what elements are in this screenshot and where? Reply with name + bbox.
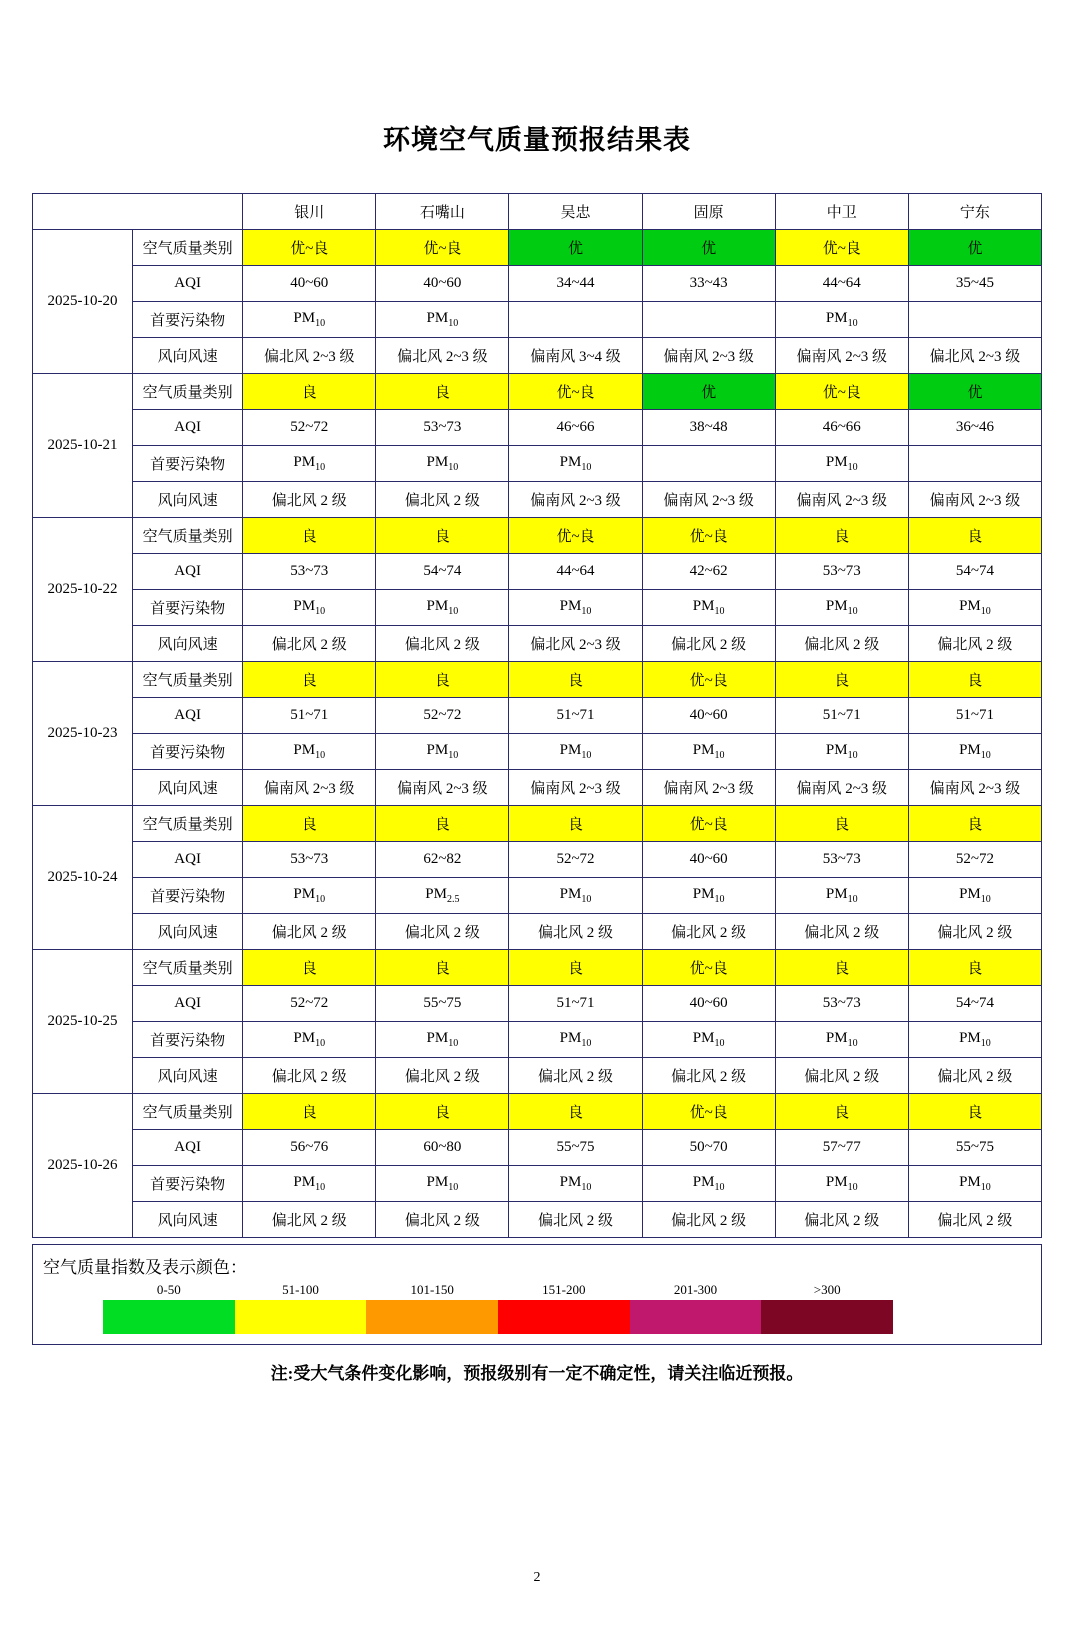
cell-pollutant-5-4: $PM_{10}$ bbox=[775, 1022, 908, 1058]
aqi-legend bbox=[32, 1244, 1042, 1345]
cell-wind-4-0: 偏北风 2 级 bbox=[243, 914, 376, 950]
table-row bbox=[33, 590, 1042, 626]
cell-aqi-4-5: 52~72 bbox=[908, 842, 1041, 878]
cell-category-0-0: 优~良 bbox=[243, 230, 376, 266]
cell-aqi-6-5: 55~75 bbox=[908, 1130, 1041, 1166]
cell-pollutant-0-5 bbox=[908, 302, 1041, 338]
legend-color-bar bbox=[103, 1300, 893, 1334]
table-row bbox=[33, 518, 1042, 554]
cell-aqi-0-5: 35~45 bbox=[908, 266, 1041, 302]
row-field-label-pollutant: 首要污染物 bbox=[133, 590, 243, 626]
cell-aqi-0-4: 44~64 bbox=[775, 266, 908, 302]
cell-category-4-3: 优~良 bbox=[642, 806, 775, 842]
cell-aqi-6-4: 57~77 bbox=[775, 1130, 908, 1166]
row-field-label-aqi: AQI bbox=[133, 410, 243, 446]
cell-aqi-6-2: 55~75 bbox=[509, 1130, 642, 1166]
table-row bbox=[33, 266, 1042, 302]
cell-pollutant-1-1: $PM_{10}$ bbox=[376, 446, 509, 482]
legend-swatch-3 bbox=[498, 1300, 630, 1334]
cell-wind-2-2: 偏北风 2~3 级 bbox=[509, 626, 642, 662]
cell-pollutant-1-2: $PM_{10}$ bbox=[509, 446, 642, 482]
cell-wind-6-3: 偏北风 2 级 bbox=[642, 1202, 775, 1238]
cell-pollutant-1-4: $PM_{10}$ bbox=[775, 446, 908, 482]
column-header-city-4: 中卫 bbox=[775, 194, 908, 230]
cell-category-3-0: 良 bbox=[243, 662, 376, 698]
cell-category-0-2: 优 bbox=[509, 230, 642, 266]
cell-category-1-1: 良 bbox=[376, 374, 509, 410]
row-field-label-aqi: AQI bbox=[133, 1130, 243, 1166]
table-row bbox=[33, 806, 1042, 842]
cell-category-3-1: 良 bbox=[376, 662, 509, 698]
cell-pollutant-2-5: $PM_{10}$ bbox=[908, 590, 1041, 626]
forecast-note: 注:受大气条件变化影响，预报级别有一定不确定性，请关注临近预报。 bbox=[270, 1364, 804, 1383]
cell-category-2-1: 良 bbox=[376, 518, 509, 554]
cell-category-1-5: 优 bbox=[908, 374, 1041, 410]
cell-aqi-1-3: 38~48 bbox=[642, 410, 775, 446]
cell-aqi-1-5: 36~46 bbox=[908, 410, 1041, 446]
cell-wind-2-3: 偏北风 2 级 bbox=[642, 626, 775, 662]
cell-category-0-4: 优~良 bbox=[775, 230, 908, 266]
cell-wind-3-0: 偏南风 2~3 级 bbox=[243, 770, 376, 806]
cell-pollutant-5-2: $PM_{10}$ bbox=[509, 1022, 642, 1058]
cell-pollutant-6-2: $PM_{10}$ bbox=[509, 1166, 642, 1202]
cell-wind-0-4: 偏南风 2~3 级 bbox=[775, 338, 908, 374]
column-header-city-2: 吴忠 bbox=[509, 194, 642, 230]
cell-wind-3-2: 偏南风 2~3 级 bbox=[509, 770, 642, 806]
cell-wind-2-1: 偏北风 2 级 bbox=[376, 626, 509, 662]
legend-range-5: >300 bbox=[813, 1282, 841, 1297]
row-field-label-category: 空气质量类别 bbox=[133, 374, 243, 410]
cell-pollutant-5-0: $PM_{10}$ bbox=[243, 1022, 376, 1058]
table-row bbox=[33, 374, 1042, 410]
cell-category-4-1: 良 bbox=[376, 806, 509, 842]
legend-range-1: 51-100 bbox=[282, 1282, 319, 1297]
cell-category-0-1: 优~良 bbox=[376, 230, 509, 266]
row-field-label-category: 空气质量类别 bbox=[133, 806, 243, 842]
legend-range-2: 101-150 bbox=[410, 1282, 454, 1297]
table-row bbox=[33, 842, 1042, 878]
cell-category-5-3: 优~良 bbox=[642, 950, 775, 986]
cell-wind-0-5: 偏北风 2~3 级 bbox=[908, 338, 1041, 374]
row-field-label-pollutant: 首要污染物 bbox=[133, 734, 243, 770]
cell-category-4-4: 良 bbox=[775, 806, 908, 842]
cell-aqi-0-1: 40~60 bbox=[376, 266, 509, 302]
row-field-label-wind: 风向风速 bbox=[133, 1058, 243, 1094]
table-row bbox=[33, 482, 1042, 518]
cell-wind-5-4: 偏北风 2 级 bbox=[775, 1058, 908, 1094]
cell-aqi-2-5: 54~74 bbox=[908, 554, 1041, 590]
cell-pollutant-6-5: $PM_{10}$ bbox=[908, 1166, 1041, 1202]
row-field-label-wind: 风向风速 bbox=[133, 770, 243, 806]
table-row bbox=[33, 698, 1042, 734]
cell-aqi-3-4: 51~71 bbox=[775, 698, 908, 734]
cell-pollutant-2-0: $PM_{10}$ bbox=[243, 590, 376, 626]
cell-pollutant-0-2 bbox=[509, 302, 642, 338]
air-quality-forecast-table bbox=[32, 193, 1042, 1238]
cell-pollutant-1-0: $PM_{10}$ bbox=[243, 446, 376, 482]
cell-pollutant-5-5: $PM_{10}$ bbox=[908, 1022, 1041, 1058]
cell-pollutant-2-3: $PM_{10}$ bbox=[642, 590, 775, 626]
table-row bbox=[33, 914, 1042, 950]
cell-aqi-4-0: 53~73 bbox=[243, 842, 376, 878]
cell-pollutant-3-5: $PM_{10}$ bbox=[908, 734, 1041, 770]
cell-wind-0-1: 偏北风 2~3 级 bbox=[376, 338, 509, 374]
cell-wind-6-2: 偏北风 2 级 bbox=[509, 1202, 642, 1238]
cell-aqi-3-5: 51~71 bbox=[908, 698, 1041, 734]
cell-wind-1-2: 偏南风 2~3 级 bbox=[509, 482, 642, 518]
cell-pollutant-5-1: $PM_{10}$ bbox=[376, 1022, 509, 1058]
cell-wind-1-3: 偏南风 2~3 级 bbox=[642, 482, 775, 518]
cell-aqi-5-4: 53~73 bbox=[775, 986, 908, 1022]
table-corner-cell bbox=[33, 194, 243, 230]
row-date-4: 2025-10-24 bbox=[33, 806, 133, 950]
column-header-city-1: 石嘴山 bbox=[376, 194, 509, 230]
cell-wind-4-2: 偏北风 2 级 bbox=[509, 914, 642, 950]
cell-aqi-1-0: 52~72 bbox=[243, 410, 376, 446]
row-date-2: 2025-10-22 bbox=[33, 518, 133, 662]
cell-pollutant-0-3 bbox=[642, 302, 775, 338]
cell-pollutant-3-2: $PM_{10}$ bbox=[509, 734, 642, 770]
row-field-label-pollutant: 首要污染物 bbox=[133, 446, 243, 482]
table-row bbox=[33, 734, 1042, 770]
cell-wind-3-1: 偏南风 2~3 级 bbox=[376, 770, 509, 806]
cell-aqi-5-0: 52~72 bbox=[243, 986, 376, 1022]
cell-wind-0-3: 偏南风 2~3 级 bbox=[642, 338, 775, 374]
cell-pollutant-1-5 bbox=[908, 446, 1041, 482]
row-date-0: 2025-10-20 bbox=[33, 230, 133, 374]
cell-pollutant-6-1: $PM_{10}$ bbox=[376, 1166, 509, 1202]
cell-wind-4-1: 偏北风 2 级 bbox=[376, 914, 509, 950]
row-date-6: 2025-10-26 bbox=[33, 1094, 133, 1238]
cell-wind-2-0: 偏北风 2 级 bbox=[243, 626, 376, 662]
cell-aqi-5-3: 40~60 bbox=[642, 986, 775, 1022]
legend-swatch-5 bbox=[761, 1300, 893, 1334]
cell-wind-3-4: 偏南风 2~3 级 bbox=[775, 770, 908, 806]
cell-wind-1-4: 偏南风 2~3 级 bbox=[775, 482, 908, 518]
cell-category-2-4: 良 bbox=[775, 518, 908, 554]
row-field-label-category: 空气质量类别 bbox=[133, 662, 243, 698]
legend-range-labels bbox=[103, 1282, 893, 1298]
column-header-city-3: 固原 bbox=[642, 194, 775, 230]
cell-wind-6-5: 偏北风 2 级 bbox=[908, 1202, 1041, 1238]
cell-wind-1-0: 偏北风 2 级 bbox=[243, 482, 376, 518]
row-date-5: 2025-10-25 bbox=[33, 950, 133, 1094]
cell-pollutant-6-3: $PM_{10}$ bbox=[642, 1166, 775, 1202]
legend-range-0: 0-50 bbox=[156, 1282, 181, 1297]
cell-pollutant-1-3 bbox=[642, 446, 775, 482]
cell-wind-2-5: 偏北风 2 级 bbox=[908, 626, 1041, 662]
cell-pollutant-0-4: $PM_{10}$ bbox=[775, 302, 908, 338]
cell-pollutant-4-4: $PM_{10}$ bbox=[775, 878, 908, 914]
cell-category-1-3: 优 bbox=[642, 374, 775, 410]
cell-wind-3-3: 偏南风 2~3 级 bbox=[642, 770, 775, 806]
cell-pollutant-2-2: $PM_{10}$ bbox=[509, 590, 642, 626]
cell-aqi-5-5: 54~74 bbox=[908, 986, 1041, 1022]
column-header-city-5: 宁东 bbox=[908, 194, 1041, 230]
cell-wind-5-0: 偏北风 2 级 bbox=[243, 1058, 376, 1094]
row-field-label-pollutant: 首要污染物 bbox=[133, 1166, 243, 1202]
cell-aqi-6-1: 60~80 bbox=[376, 1130, 509, 1166]
cell-aqi-2-3: 42~62 bbox=[642, 554, 775, 590]
cell-pollutant-4-3: $PM_{10}$ bbox=[642, 878, 775, 914]
page-title: 环境空气质量预报结果表 bbox=[383, 125, 691, 155]
cell-category-5-2: 良 bbox=[509, 950, 642, 986]
cell-pollutant-2-1: $PM_{10}$ bbox=[376, 590, 509, 626]
row-field-label-wind: 风向风速 bbox=[133, 914, 243, 950]
cell-wind-0-2: 偏南风 3~4 级 bbox=[509, 338, 642, 374]
table-row bbox=[33, 1022, 1042, 1058]
cell-aqi-2-2: 44~64 bbox=[509, 554, 642, 590]
cell-wind-5-2: 偏北风 2 级 bbox=[509, 1058, 642, 1094]
cell-wind-6-4: 偏北风 2 级 bbox=[775, 1202, 908, 1238]
cell-pollutant-3-4: $PM_{10}$ bbox=[775, 734, 908, 770]
cell-category-6-4: 良 bbox=[775, 1094, 908, 1130]
legend-title: 空气质量指数及表示颜色： bbox=[43, 1258, 247, 1277]
cell-aqi-3-2: 51~71 bbox=[509, 698, 642, 734]
cell-wind-5-3: 偏北风 2 级 bbox=[642, 1058, 775, 1094]
legend-swatch-4 bbox=[630, 1300, 762, 1334]
cell-wind-5-1: 偏北风 2 级 bbox=[376, 1058, 509, 1094]
table-row bbox=[33, 554, 1042, 590]
cell-aqi-6-0: 56~76 bbox=[243, 1130, 376, 1166]
cell-pollutant-3-3: $PM_{10}$ bbox=[642, 734, 775, 770]
cell-category-5-4: 良 bbox=[775, 950, 908, 986]
table-row bbox=[33, 626, 1042, 662]
cell-pollutant-6-4: $PM_{10}$ bbox=[775, 1166, 908, 1202]
row-field-label-aqi: AQI bbox=[133, 698, 243, 734]
cell-category-6-5: 良 bbox=[908, 1094, 1041, 1130]
cell-category-4-5: 良 bbox=[908, 806, 1041, 842]
cell-wind-6-0: 偏北风 2 级 bbox=[243, 1202, 376, 1238]
table-header-row bbox=[33, 194, 1042, 230]
cell-category-3-4: 良 bbox=[775, 662, 908, 698]
row-field-label-pollutant: 首要污染物 bbox=[133, 878, 243, 914]
cell-aqi-4-3: 40~60 bbox=[642, 842, 775, 878]
table-row bbox=[33, 1094, 1042, 1130]
cell-aqi-1-2: 46~66 bbox=[509, 410, 642, 446]
cell-category-1-4: 优~良 bbox=[775, 374, 908, 410]
cell-category-0-5: 优 bbox=[908, 230, 1041, 266]
cell-category-3-5: 良 bbox=[908, 662, 1041, 698]
cell-category-6-2: 良 bbox=[509, 1094, 642, 1130]
table-row bbox=[33, 986, 1042, 1022]
cell-aqi-0-2: 34~44 bbox=[509, 266, 642, 302]
row-field-label-category: 空气质量类别 bbox=[133, 1094, 243, 1130]
cell-category-1-2: 优~良 bbox=[509, 374, 642, 410]
cell-aqi-2-1: 54~74 bbox=[376, 554, 509, 590]
cell-category-5-1: 良 bbox=[376, 950, 509, 986]
row-field-label-pollutant: 首要污染物 bbox=[133, 302, 243, 338]
cell-wind-4-3: 偏北风 2 级 bbox=[642, 914, 775, 950]
cell-category-3-3: 优~良 bbox=[642, 662, 775, 698]
cell-pollutant-3-0: $PM_{10}$ bbox=[243, 734, 376, 770]
cell-category-2-0: 良 bbox=[243, 518, 376, 554]
cell-aqi-1-1: 53~73 bbox=[376, 410, 509, 446]
cell-pollutant-3-1: $PM_{10}$ bbox=[376, 734, 509, 770]
cell-aqi-5-1: 55~75 bbox=[376, 986, 509, 1022]
table-row bbox=[33, 950, 1042, 986]
cell-category-4-0: 良 bbox=[243, 806, 376, 842]
table-row bbox=[33, 878, 1042, 914]
table-row bbox=[33, 770, 1042, 806]
cell-aqi-4-4: 53~73 bbox=[775, 842, 908, 878]
cell-pollutant-0-1: $PM_{10}$ bbox=[376, 302, 509, 338]
table-row bbox=[33, 302, 1042, 338]
cell-category-2-3: 优~良 bbox=[642, 518, 775, 554]
cell-wind-6-1: 偏北风 2 级 bbox=[376, 1202, 509, 1238]
cell-pollutant-0-0: $PM_{10}$ bbox=[243, 302, 376, 338]
cell-aqi-3-3: 40~60 bbox=[642, 698, 775, 734]
row-field-label-aqi: AQI bbox=[133, 266, 243, 302]
cell-pollutant-5-3: $PM_{10}$ bbox=[642, 1022, 775, 1058]
cell-aqi-4-2: 52~72 bbox=[509, 842, 642, 878]
row-field-label-pollutant: 首要污染物 bbox=[133, 1022, 243, 1058]
cell-category-2-2: 优~良 bbox=[509, 518, 642, 554]
cell-category-6-1: 良 bbox=[376, 1094, 509, 1130]
row-field-label-wind: 风向风速 bbox=[133, 1202, 243, 1238]
cell-wind-3-5: 偏南风 2~3 级 bbox=[908, 770, 1041, 806]
cell-wind-4-5: 偏北风 2 级 bbox=[908, 914, 1041, 950]
table-row bbox=[33, 662, 1042, 698]
row-field-label-wind: 风向风速 bbox=[133, 482, 243, 518]
cell-aqi-6-3: 50~70 bbox=[642, 1130, 775, 1166]
cell-aqi-4-1: 62~82 bbox=[376, 842, 509, 878]
cell-category-0-3: 优 bbox=[642, 230, 775, 266]
cell-aqi-1-4: 46~66 bbox=[775, 410, 908, 446]
row-field-label-wind: 风向风速 bbox=[133, 338, 243, 374]
cell-pollutant-6-0: $PM_{10}$ bbox=[243, 1166, 376, 1202]
cell-aqi-3-1: 52~72 bbox=[376, 698, 509, 734]
cell-wind-4-4: 偏北风 2 级 bbox=[775, 914, 908, 950]
cell-aqi-0-0: 40~60 bbox=[243, 266, 376, 302]
cell-pollutant-4-0: $PM_{10}$ bbox=[243, 878, 376, 914]
row-date-3: 2025-10-23 bbox=[33, 662, 133, 806]
table-row bbox=[33, 230, 1042, 266]
row-field-label-category: 空气质量类别 bbox=[133, 950, 243, 986]
row-field-label-aqi: AQI bbox=[133, 842, 243, 878]
cell-pollutant-2-4: $PM_{10}$ bbox=[775, 590, 908, 626]
row-field-label-category: 空气质量类别 bbox=[133, 230, 243, 266]
legend-swatch-1 bbox=[235, 1300, 367, 1334]
table-row bbox=[33, 1130, 1042, 1166]
cell-category-5-5: 良 bbox=[908, 950, 1041, 986]
cell-aqi-0-3: 33~43 bbox=[642, 266, 775, 302]
legend-swatch-0 bbox=[103, 1300, 235, 1334]
cell-wind-0-0: 偏北风 2~3 级 bbox=[243, 338, 376, 374]
cell-category-2-5: 良 bbox=[908, 518, 1041, 554]
cell-category-5-0: 良 bbox=[243, 950, 376, 986]
table-row bbox=[33, 1166, 1042, 1202]
column-header-city-0: 银川 bbox=[243, 194, 376, 230]
row-field-label-aqi: AQI bbox=[133, 554, 243, 590]
cell-category-1-0: 良 bbox=[243, 374, 376, 410]
cell-pollutant-4-1: $PM_{2.5}$ bbox=[376, 878, 509, 914]
cell-pollutant-4-2: $PM_{10}$ bbox=[509, 878, 642, 914]
legend-swatch-2 bbox=[366, 1300, 498, 1334]
cell-pollutant-4-5: $PM_{10}$ bbox=[908, 878, 1041, 914]
cell-category-6-3: 优~良 bbox=[642, 1094, 775, 1130]
cell-category-6-0: 良 bbox=[243, 1094, 376, 1130]
cell-aqi-2-4: 53~73 bbox=[775, 554, 908, 590]
table-row bbox=[33, 1202, 1042, 1238]
table-row bbox=[33, 446, 1042, 482]
cell-wind-2-4: 偏北风 2 级 bbox=[775, 626, 908, 662]
row-field-label-category: 空气质量类别 bbox=[133, 518, 243, 554]
page-number: 2 bbox=[533, 1570, 541, 1585]
cell-category-3-2: 良 bbox=[509, 662, 642, 698]
legend-range-3: 151-200 bbox=[542, 1282, 586, 1297]
document-page bbox=[0, 118, 1074, 1638]
row-field-label-aqi: AQI bbox=[133, 986, 243, 1022]
cell-category-4-2: 良 bbox=[509, 806, 642, 842]
cell-aqi-5-2: 51~71 bbox=[509, 986, 642, 1022]
cell-wind-1-5: 偏南风 2~3 级 bbox=[908, 482, 1041, 518]
cell-wind-1-1: 偏北风 2 级 bbox=[376, 482, 509, 518]
cell-wind-5-5: 偏北风 2 级 bbox=[908, 1058, 1041, 1094]
cell-aqi-3-0: 51~71 bbox=[243, 698, 376, 734]
table-row bbox=[33, 338, 1042, 374]
table-row bbox=[33, 1058, 1042, 1094]
row-date-1: 2025-10-21 bbox=[33, 374, 133, 518]
row-field-label-wind: 风向风速 bbox=[133, 626, 243, 662]
legend-range-4: 201-300 bbox=[673, 1282, 718, 1297]
cell-aqi-2-0: 53~73 bbox=[243, 554, 376, 590]
table-row bbox=[33, 410, 1042, 446]
